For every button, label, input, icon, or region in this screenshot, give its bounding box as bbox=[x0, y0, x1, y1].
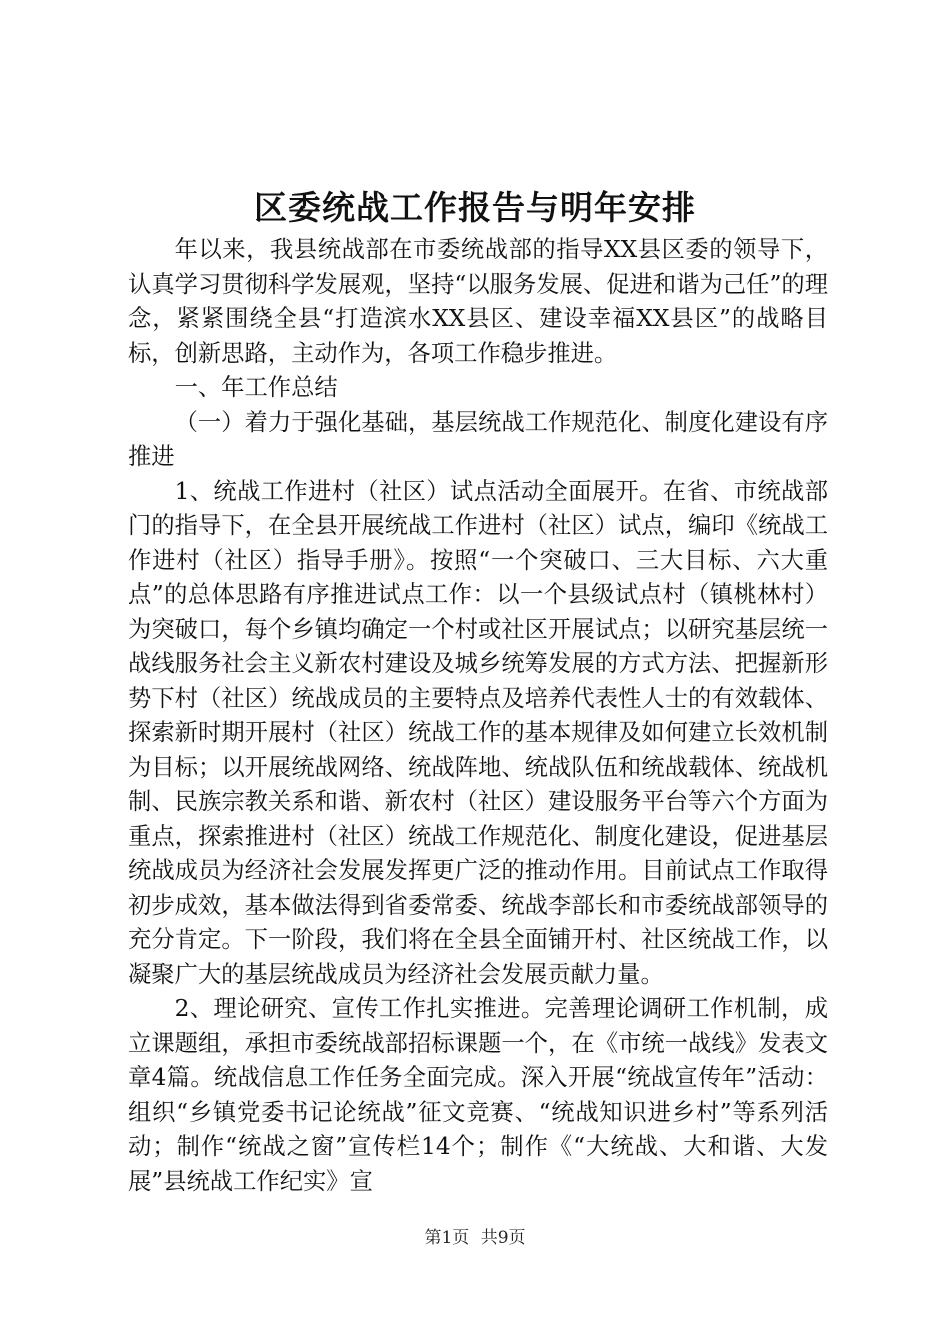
subsection-heading: （一）着力于强化基础，基层统战工作规范化、制度化建设有序推进 bbox=[128, 408, 828, 470]
page-total: 共9页 bbox=[480, 1228, 526, 1248]
body-paragraph: 1、统战工作进村（社区）试点活动全面展开。在省、市统战部门的指导下，在全县开展统战工作进村（社区）试点，编印《统战工作进村（社区）指导手册》。按照“一个突破口、三大目标、六大重点”的总体思路有序推进试点工作：以一个县级试点村（镇桃林村）为突破口，每个乡镇均确定一个村或社区开展试点；以研究基层统一战线服务社会主义新农村建设及城乡统筹发展的方式方法、把握新形势下村（社区）统战成员的主要特点及培养代表性人士的有效载体、探索新时期开展村（社区）统战工作的基本规律及如何建立长效机制为目标；以开展统战网络、统战阵地、统战队伍和统战载体、统战机制、民族宗教关系和谐、新农村（社区）建设服务平台等六个方面为重点，探索推进村（社区）统战工作规范化、制度化建设，促进基层统战成员为经济社会发展发挥更广泛的推动作用。目前试点工作取得初步成效，基本做法得到省委常委、统战李部长和市委统战部领导的充分肯定。下一阶段，我们将在全县全面铺开村、社区统战工作，以凝聚广大的基层统战成员为经济社会发展贡献力量。 bbox=[128, 477, 828, 988]
page-footer bbox=[0, 1226, 950, 1250]
section-heading: 一、年工作总结 bbox=[174, 374, 338, 401]
body-paragraph: 2、理论研究、宣传工作扎实推进。完善理论调研工作机制，成立课题组，承担市委统战部招标课题一个，在《市统一战线》发表文章4篇。统战信息工作任务全面完成。深入开展“统战宣传年”活动：组织“乡镇党委书记论统战”征文竞赛、“统战知识进乡村”等系列活动；制作“统战之窗”宣传栏14个；制作《“大统战、大和谐、大发展”县统战工作纪实》宣 bbox=[128, 995, 828, 1195]
document-title: 区委统战工作报告与明年安排 bbox=[254, 188, 696, 227]
document-body bbox=[128, 233, 828, 1199]
page-number: 第1页 bbox=[424, 1228, 470, 1248]
intro-paragraph: 年以来，我县统战部在市委统战部的指导XX县区委的领导下，认真学习贯彻科学发展观，坚持“以服务发展、促进和谐为己任”的理念，紧紧围绕全县“打造滨水XX县区、建设幸福XX县区”的战略目标，创新思路，主动作为，各项工作稳步推进。 bbox=[128, 236, 828, 367]
